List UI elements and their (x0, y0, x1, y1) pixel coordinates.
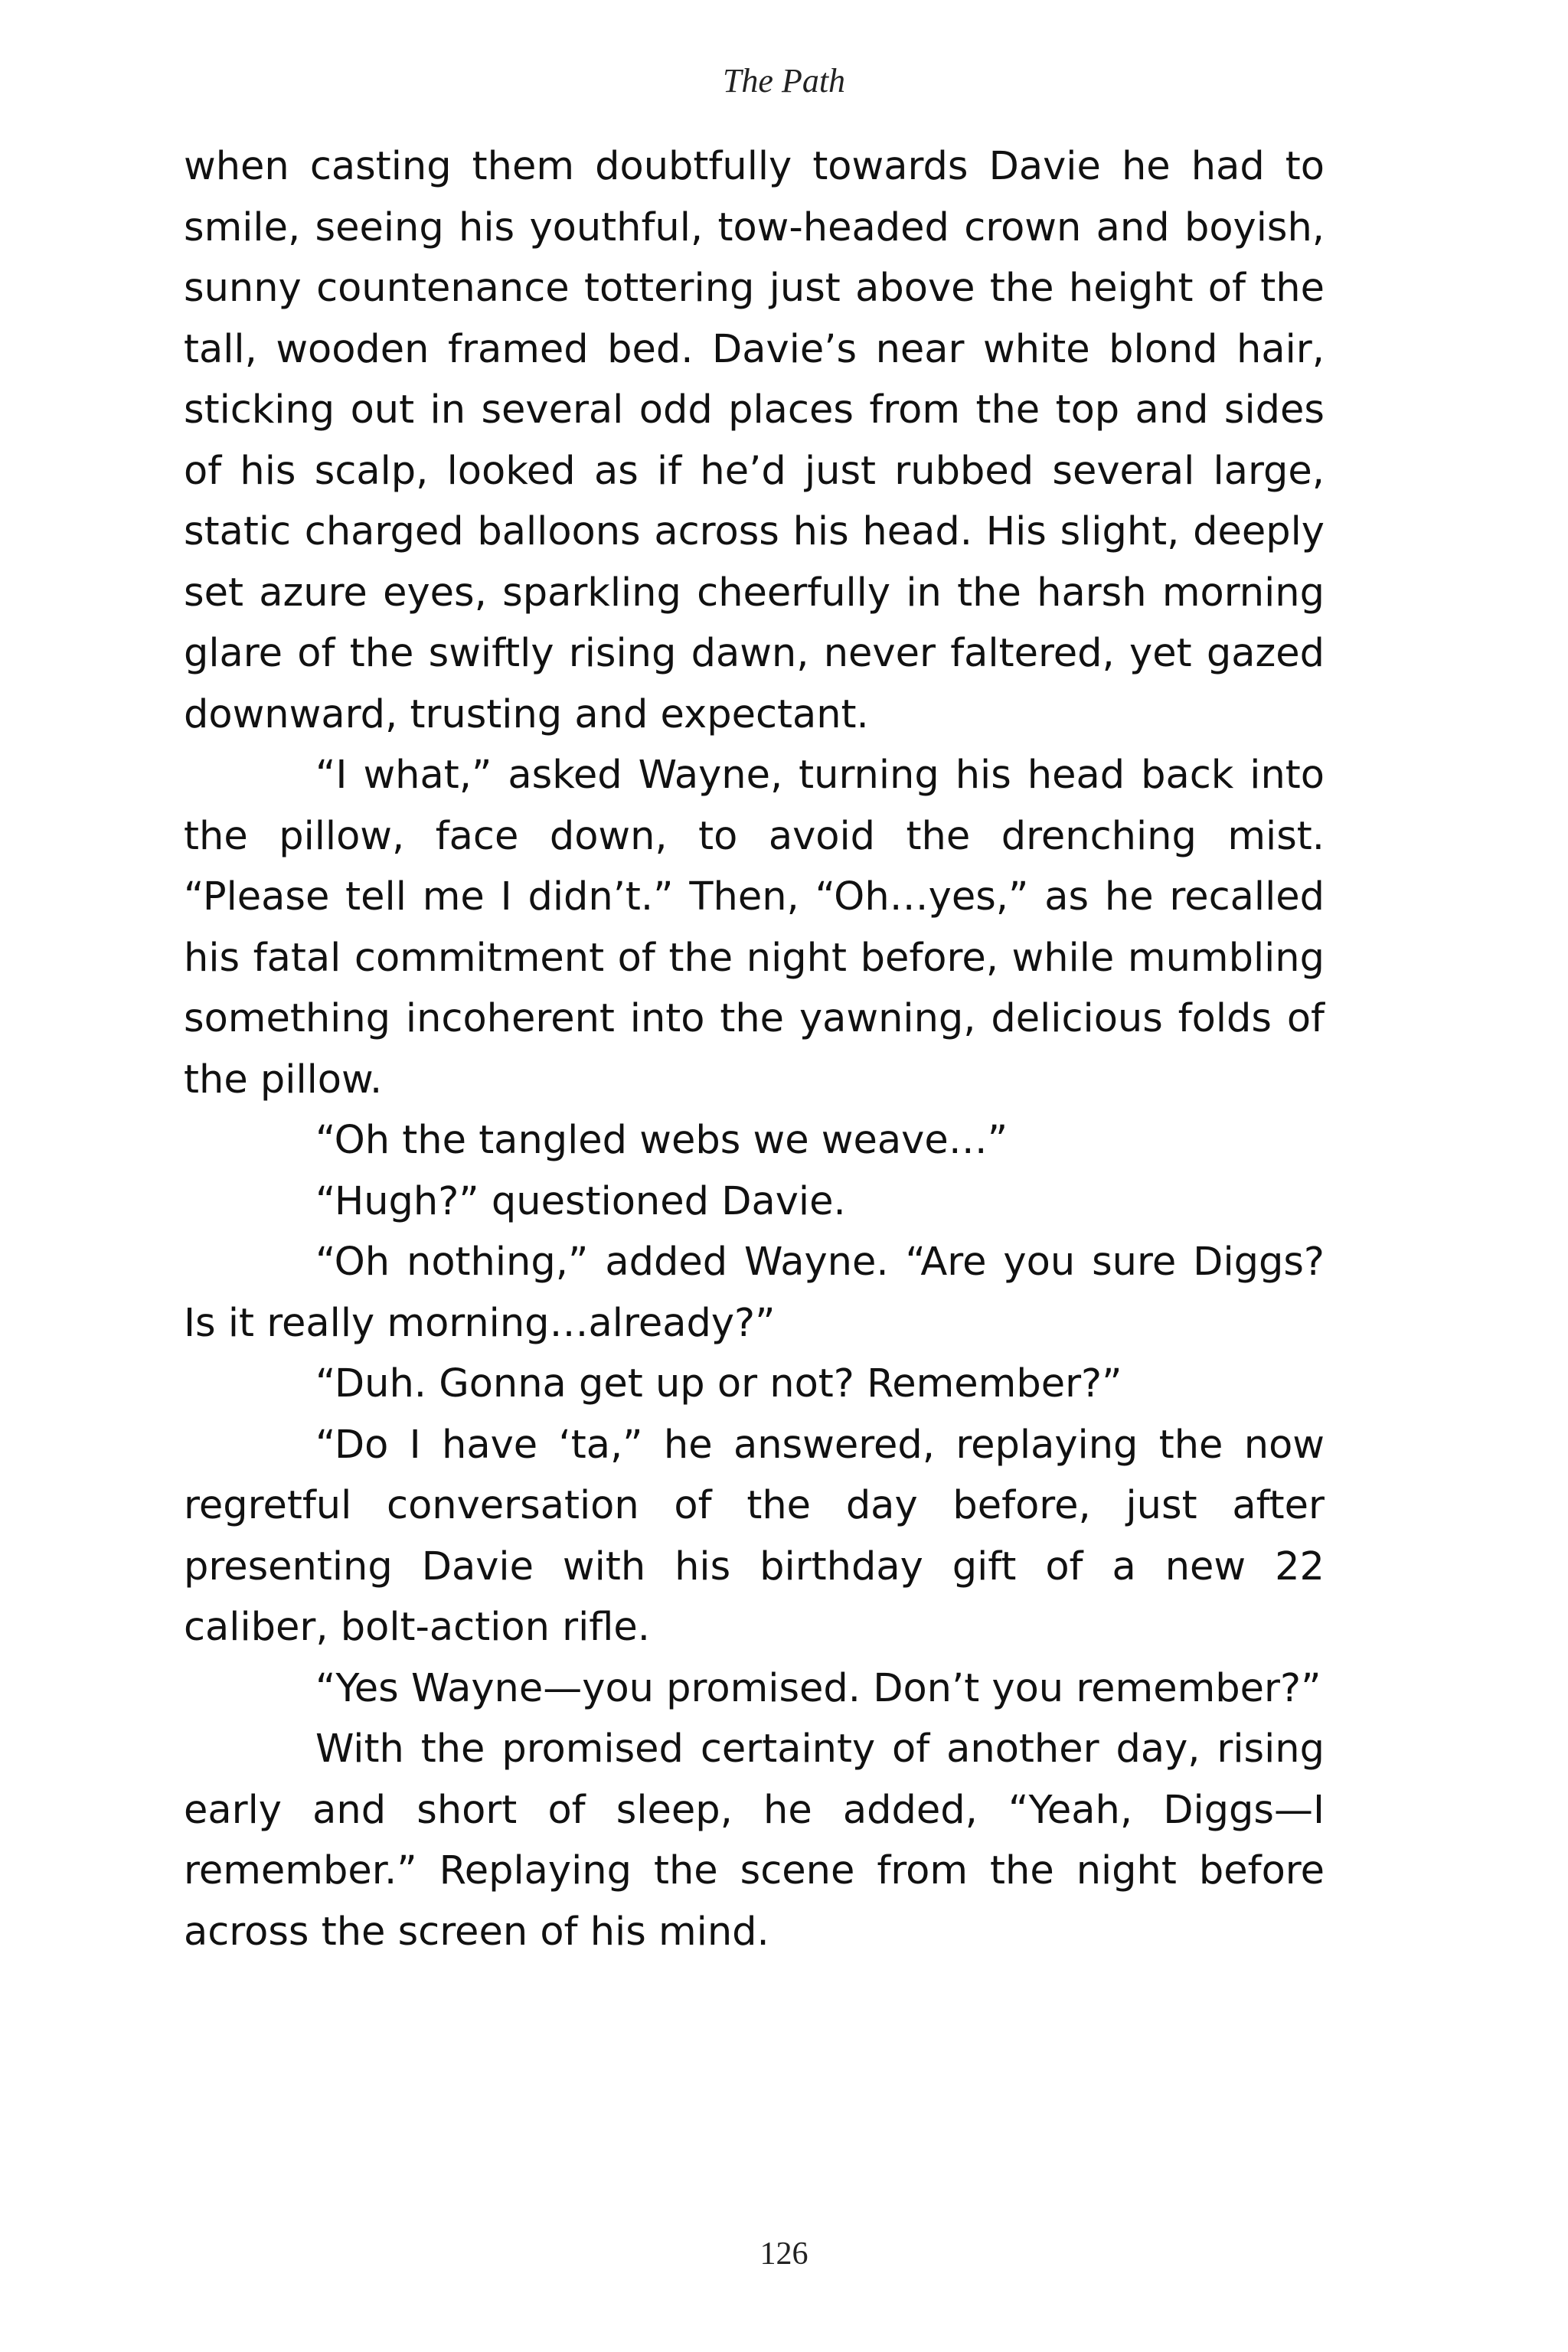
paragraph: “Hugh?” questioned Davie. (315, 1178, 846, 1224)
page-number: 126 (760, 2236, 808, 2272)
paragraph: “Do I have ‘ta,” he answered, replaying the now regretful conversation of the day before, just after presenting Davie with his birthday gift of a new 22 caliber, bolt-action rifle. (184, 1422, 1325, 1650)
paragraph: With the promised certainty of another day, rising early and short of sleep, he added, “Yeah, Diggs—I remember.” Replaying the scene from the night before across the screen of his mind. (184, 1726, 1325, 1955)
paragraph: “Oh the tangled webs we weave…” (315, 1118, 1008, 1163)
paragraph: when casting them doubtfully towards Davie he had to smile, seeing his youthful, tow-headed crown and boyish, sunny countenance tottering just above the height of the tall, wooden framed bed. Davie’s near white blond hair, sticking out in several odd places from the top and sides of his scalp, looked as if he’d just rubbed several large, static charged balloons across his head. His slight, deeply set azure eyes, sparkling cheerfully in the harsh morning glare of the swiftly rising dawn, never faltered, yet gazed downward, trusting and expectant. (184, 144, 1325, 737)
running-header: The Path (722, 62, 846, 100)
paragraph: “I what,” asked Wayne, turning his head back into the pillow, face down, to avoid the drenching mist. “Please tell me I didn’t.” Then, “Oh…yes,” as he recalled his fatal commitment of the night before, while mumbling something incoherent into the yawning, delicious folds of the pillow. (184, 753, 1325, 1102)
body-text (184, 136, 1325, 1962)
paragraph: “Oh nothing,” added Wayne. “Are you sure Diggs? Is it really morning…already?” (184, 1240, 1325, 1346)
paragraph: “Duh. Gonna get up or not? Remember?” (315, 1361, 1122, 1406)
paragraph: “Yes Wayne—you promised. Don’t you remember?” (315, 1665, 1321, 1711)
